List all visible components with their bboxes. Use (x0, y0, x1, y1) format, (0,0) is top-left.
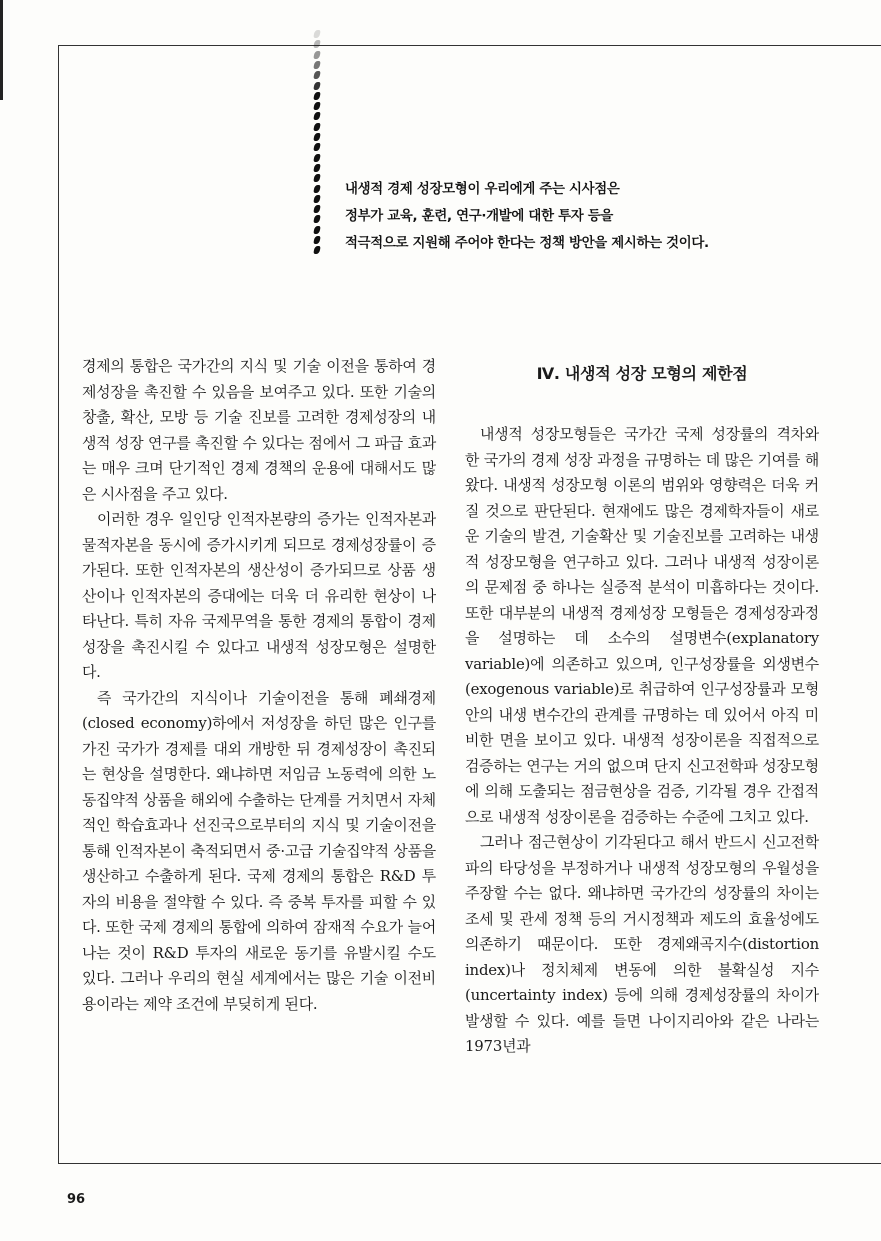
decorative-dot (313, 226, 320, 234)
decorative-dot (313, 30, 320, 38)
pull-quote-line: 정부가 교육, 훈련, 연구·개발에 대한 투자 등을 (345, 209, 613, 224)
body-paragraph: 내생적 성장모형들은 국가간 국제 성장률의 격차와 한 국가의 경제 성장 과정을 규명하는 데 많은 기여를 해 왔다. 내생적 성장모형 이론의 범위와 영향력은 더욱 커질 것으로 판단된다. 현재에도 많은 경제학자들이 새로운 기술의 발견, 기술확산 및 기술진보를 고려하는 내생적 성장모형을 연구하고 있다. 그러나 내생적 성장이론의 문제점 중 하나는 실증적 분석이 미흡하다는 것이다. 또한 대부분의 내생적 경제성장 모형들은 경제성장과정을 설명하는 데 소수의 설명변수(explanatory variable)에 의존하고 있으며, 인구성장률을 외생변수(exogenous variable)로 취급하여 인구성장률과 모형안의 내생 변수간의 관계를 규명하는 데 있어서 아직 미비한 면을 보이고 있다. 내생적 성장이론을 직접적으로 검증하는 연구는 거의 없으며 단지 신고전학파 성장모형에 의해 도출되는 점금현상을 검증, 기각될 경우 간접적으로 내생적 성장이론을 검증하는 수준에 그치고 있다. (465, 425, 819, 826)
left-rule (58, 45, 59, 1163)
body-paragraph: 그러나 점근현상이 기각된다고 해서 반드시 신고전학파의 타당성을 부정하거나 내생적 성장모형의 우월성을 주장할 수는 없다. 왜냐하면 국가간의 성장률의 차이는 조세 및 관세 정책 등의 거시정책과 제도의 효율성에도 의존하기 때문이다. 또한 경제왜곡지수(distortion index)나 정치체제 변동에 의한 불확실성 지수(uncertainty index) 등에 의해 경제성장률의 차이가 발생할 수 있다. 예를 들면 나이지리아와 같은 나라는 1973년과 (465, 833, 819, 1055)
decorative-dot (313, 112, 320, 120)
decorative-dot (313, 215, 320, 223)
left-column (82, 354, 436, 1017)
decorative-dot (313, 51, 320, 59)
decorative-dot (313, 195, 320, 203)
pull-quote-line: 내생적 경제 성장모형이 우리에게 주는 시사점은 (345, 182, 620, 197)
decorative-dot (313, 174, 320, 182)
decorative-dot-column (312, 30, 324, 260)
top-rule (58, 45, 881, 46)
decorative-dot (313, 164, 320, 172)
decorative-dot (313, 133, 320, 141)
page-number: 96 (67, 1192, 86, 1207)
decorative-dot (313, 82, 320, 90)
body-paragraph: 즉 국가간의 지식이나 기술이전을 통해 폐쇄경제(closed economy)하에서 저성장을 하던 많은 인구를 가진 국가가 경제를 대외 개방한 뒤 경제성장이 촉진되는 현상을 설명한다. 왜냐하면 저임금 노동력에 의한 노동집약적 상품을 해외에 수출하는 단계를 거치면서 자체적인 학습효과나 선진국으로부터의 지식 및 기술이전을 통해 인적자본이 축적되면서 중·고급 기술집약적 상품을 생산하고 수출하게 된다. 국제 경제의 통합은 R&D 투자의 비용을 절약할 수 있다. 즉 중복 투자를 피할 수 있다. 또한 국제 경제의 통합에 의하여 잠재적 수요가 늘어나는 것이 R&D 투자의 새로운 동기를 유발시킬 수도 있다. 그러나 우리의 현실 세계에서는 많은 기술 이전비용이라는 제약 조건에 부딪히게 된다. (82, 688, 436, 1013)
body-paragraph: 이러한 경우 일인당 인적자본량의 증가는 인적자본과 물적자본을 동시에 증가시키게 되므로 경제성장률이 증가된다. 또한 인적자본의 생산성이 증가되므로 상품 생산이나 인적자본의 증대에는 더욱 더 유리한 현상이 나타난다. 특히 자유 국제무역을 통한 경제의 통합이 경제성장을 촉진시킬 수 있다고 내생적 성장모형은 설명한다. (82, 510, 436, 681)
pull-quote (345, 176, 845, 257)
decorative-dot (313, 143, 320, 151)
right-column (465, 354, 819, 1060)
decorative-dot (313, 71, 320, 79)
decorative-dot (313, 92, 320, 100)
decorative-dot (313, 123, 320, 131)
decorative-dot (313, 185, 320, 193)
decorative-dot (313, 154, 320, 162)
body-paragraph: 경제의 통합은 국가간의 지식 및 기술 이전을 통하여 경제성장을 촉진할 수 있음을 보여주고 있다. 또한 기술의 창출, 확산, 모방 등 기술 진보를 고려한 경제성장의 내생적 성장 연구를 촉진할 수 있다는 점에서 그 파급 효과는 매우 크며 단기적인 경제 경책의 운용에 대해서도 많은 시사점을 주고 있다. (82, 357, 436, 503)
decorative-dot (313, 205, 320, 213)
decorative-dot (313, 236, 320, 244)
decorative-dot (313, 40, 320, 48)
bottom-rule (58, 1163, 881, 1164)
decorative-dot (313, 246, 320, 254)
page-edge-mark (0, 0, 3, 100)
decorative-dot (313, 102, 320, 110)
section-title: Ⅳ. 내생적 성장 모형의 제한점 (536, 364, 748, 383)
pull-quote-line: 적극적으로 지원해 주어야 한다는 정책 방안을 제시하는 것이다. (345, 236, 709, 251)
decorative-dot (313, 61, 320, 69)
